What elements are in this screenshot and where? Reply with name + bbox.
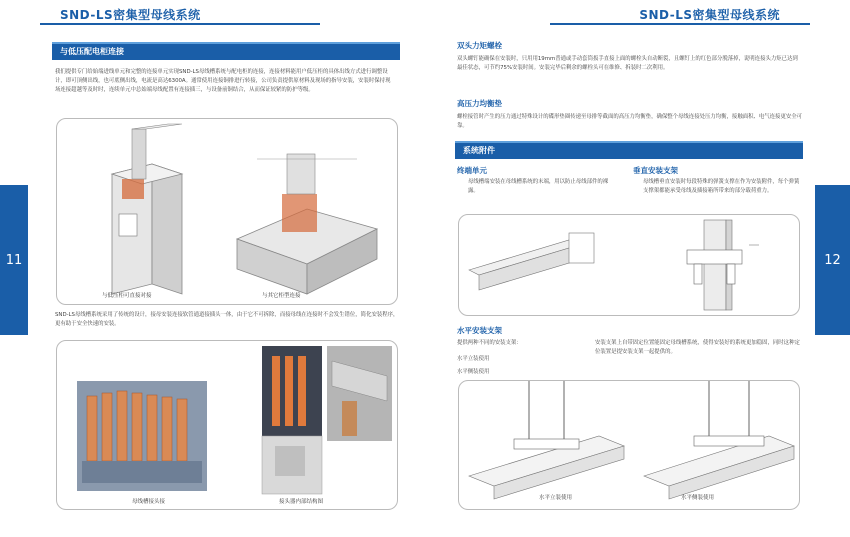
horizontal-bracket-item-upright: 水平立装使用	[457, 356, 490, 362]
right-header-title: SND-LS密集型母线系统	[639, 8, 780, 22]
left-header-title: SND-LS密集型母线系统	[60, 8, 201, 22]
joint-image-box	[56, 340, 398, 510]
horizontal-bracket-illustration	[459, 381, 799, 509]
horizontal-bracket-item-side: 水平侧装使用	[457, 369, 490, 375]
horizontal-bracket-image-box	[458, 380, 800, 510]
horizontal-bracket-intro: 提供两种不同的安装支架：	[457, 340, 522, 346]
caption-upright-mount: 水平立装使用	[539, 495, 573, 501]
vertical-bracket-image-box	[458, 214, 800, 316]
bracket-illustration	[459, 215, 799, 315]
end-unit-text: 母线槽端安装在母线槽系统的末端，用以防止母线部件的裸露。	[468, 179, 609, 194]
left-section-title: 与低压配电柜连接	[52, 42, 400, 60]
caption-other-cabinet: 与其它柜型连接	[262, 293, 301, 299]
left-para2: SND-LS母线槽系统采用了传统的设计，接母安装连接软管通道接插头一体，由于它不可拆除，而接母线在连接时不会发生错位，简化安装程序，更有助于安全快速的安装。	[55, 312, 399, 327]
subhead-double-torque-bolt: 双头力矩螺栓	[457, 41, 502, 50]
left-header-line	[40, 23, 320, 25]
vertical-bracket-text: 母线槽垂直安装时每段特殊的弹簧支撑在作为安装附件，每个弹簧支撑架都能承受母线及插接箱所带来的部分载荷重力。	[643, 179, 800, 194]
subhead-vertical-bracket: 垂直安装支架	[633, 166, 678, 175]
subhead-horizontal-bracket: 水平安装支架	[457, 326, 502, 335]
caption-side-mount: 水平侧装使用	[681, 495, 715, 501]
cabinet-image-box	[56, 118, 398, 305]
right-header	[460, 4, 810, 26]
page-number-right: 12	[815, 185, 850, 335]
subhead-pressure-pad: 高压力均衡垫	[457, 99, 502, 108]
right-header-line	[550, 23, 810, 25]
joint-photos	[57, 341, 397, 509]
horizontal-bracket-text: 安装支架上自带固定位置能固定母线槽系统，使得安装好的系统更加稳固，同时这种定位装置是提安装支架一起提供的。	[595, 340, 800, 355]
torque-bolt-text: 双头螺钉能确保在安装时，只用用19mm普通或手动套筒扳手直接上面的螺栓头自动断裂，且螺钉上的红色部分脱落掉，说明连接头力矩已达到最佳状态，可节约75%安装时间。安装完毕后剩余的螺栓头可在维修、拆装时二次利用。	[457, 56, 798, 71]
caption-joint-structure: 接头器内部结构图	[279, 499, 324, 505]
pressure-pad-text: 螺栓接管时产生的压力通过特殊设计的碟形垫圈传递至母排等截面的高压力均衡垫，确保整个母线连接处压力均衡，接触面积、电气连接更安全可靠。	[457, 114, 803, 129]
left-header	[40, 4, 410, 26]
subhead-end-unit: 终端单元	[457, 166, 487, 175]
caption-busbar-joint: 母线槽接头接	[132, 499, 166, 505]
left-intro-text: 我们提供专门给始端进线单元和完整的连接单元实现SND-LS母线槽系统与配电柜的连接，连接材料能用户低压柜的具体出线方式进行调整设计，即可顶侧出线，也可底侧出线，电流是高达6300A。通常使用连接铜排进行转接，公司负责提供原材料及现场的指导安装，安装时保持现场连接超越等及时时，连续单元中总始端母线配置有连接插三，与设备前铜结合，从而保证较紧的防护等级。	[55, 69, 391, 93]
caption-direct-dock: 与低压柜可直接对接	[102, 293, 152, 299]
accessories-section-title: 系统附件	[455, 141, 803, 159]
cabinet-illustration	[57, 119, 397, 304]
page-number-left: 11	[0, 185, 28, 335]
